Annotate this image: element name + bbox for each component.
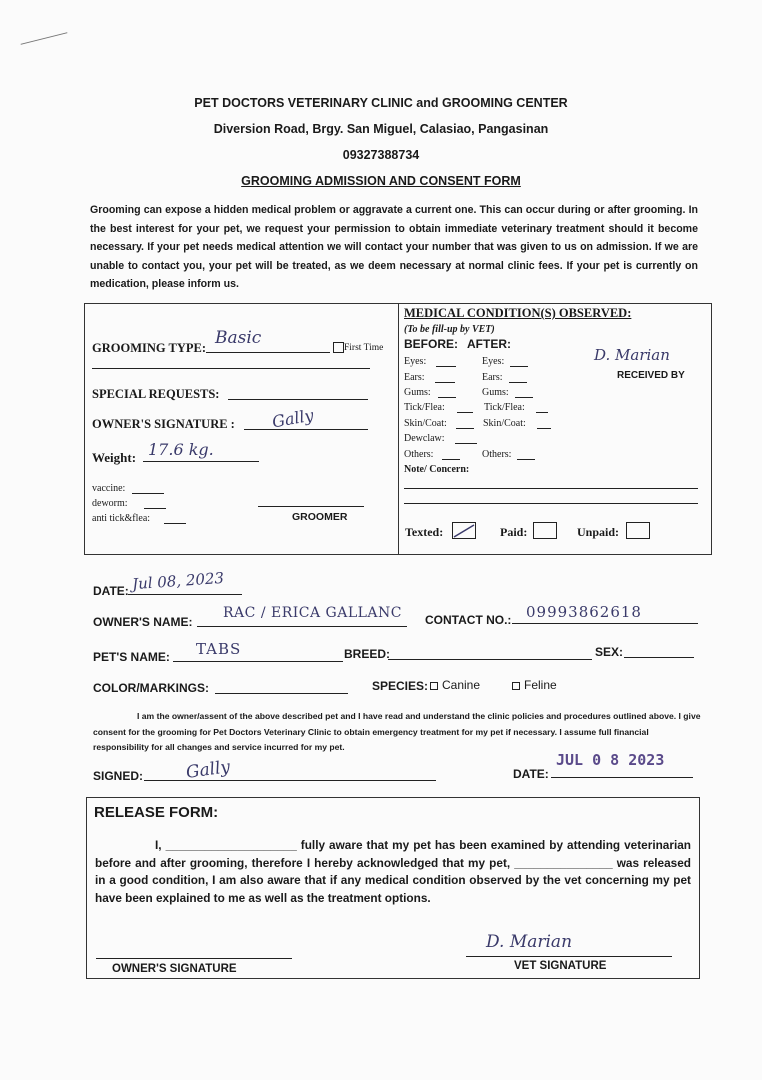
contact-label: CONTACT NO.:	[425, 613, 512, 627]
contact-value[interactable]: 09993862618	[526, 603, 642, 621]
intro-paragraph: Grooming can expose a hidden medical problem or aggravate a current one. This can occur during or after grooming. In the best interest for your pet, we request your permission to obtain immediate veterinary treatment should it become necessary. If your pet needs medical attention we will contact your number that was given to us on admission. If we are unable to contact you, your pet will be treated, as we deem necessary at normal clinic fees. If your pet is currently on medication, please inform us.	[90, 204, 698, 291]
weight-label: Weight:	[92, 450, 137, 465]
owner-name-value[interactable]: RAC / ERICA GALLANC	[223, 605, 403, 621]
texted-label: Texted:	[405, 525, 444, 539]
after-tickflea-line	[536, 412, 548, 413]
weight-line	[143, 461, 259, 462]
after-gums: Gums:	[482, 387, 509, 398]
check-mark-icon	[453, 523, 475, 538]
unpaid-checkbox[interactable]	[626, 522, 650, 539]
medical-subtitle: (To be fill-up by VET)	[404, 324, 495, 335]
consent-date-line	[551, 777, 693, 778]
after-tickflea: Tick/Flea:	[484, 402, 525, 413]
antitick-label: anti tick&flea:	[92, 513, 151, 524]
paid-label: Paid:	[500, 525, 528, 539]
first-time-checkbox[interactable]	[333, 342, 344, 353]
before-others-line	[442, 459, 460, 460]
before-dewclaw-line	[455, 443, 477, 444]
vaccine-line	[132, 493, 164, 494]
owner-name-label: OWNER'S NAME:	[93, 615, 193, 629]
antitick-line	[164, 523, 186, 524]
before-tickflea: Tick/Flea:	[404, 402, 445, 413]
form-title: GROOMING ADMISSION AND CONSENT FORM	[241, 174, 521, 188]
after-eyes: Eyes:	[482, 356, 505, 367]
breed-label: BREED:	[344, 647, 391, 661]
before-dewclaw: Dewclaw:	[404, 433, 445, 444]
before-tickflea-line	[457, 412, 473, 413]
owner-signature-value[interactable]: Gally	[270, 405, 315, 432]
received-by-label: RECEIVED BY	[617, 370, 685, 381]
vet-signature-label: VET SIGNATURE	[514, 960, 607, 972]
feline-label: Feline	[524, 678, 557, 692]
after-skincoat: Skin/Coat:	[483, 418, 526, 429]
date-label: DATE:	[93, 584, 129, 598]
medical-title: MEDICAL CONDITION(S) OBSERVED:	[404, 306, 632, 320]
owner-signature-label: OWNER'S SIGNATURE :	[92, 417, 235, 431]
before-skincoat: Skin/Coat:	[404, 418, 447, 429]
received-by-signature[interactable]: D. Marian	[594, 346, 670, 364]
groomer-line	[258, 506, 364, 507]
before-others: Others:	[404, 449, 434, 460]
date-value[interactable]: Jul 08, 2023	[131, 568, 225, 594]
vet-signature-value[interactable]: D. Marian	[486, 932, 573, 952]
before-gums: Gums:	[404, 387, 431, 398]
unpaid-label: Unpaid:	[577, 525, 620, 539]
before-skincoat-line	[456, 428, 474, 429]
pet-name-value[interactable]: TABS	[196, 640, 242, 658]
species-label: SPECIES:	[372, 679, 429, 693]
owner-signature-line	[244, 429, 368, 430]
after-gums-line	[515, 397, 533, 398]
owner-signature-release-label: OWNER'S SIGNATURE	[112, 963, 237, 975]
breed-line	[388, 659, 592, 660]
vet-signature-line	[466, 956, 672, 957]
clinic-address: Diversion Road, Brgy. San Miguel, Calasiao, Pangasinan	[213, 122, 549, 136]
texted-checkbox[interactable]	[452, 522, 476, 539]
clinic-name: PET DOCTORS VETERINARY CLINIC and GROOMING CENTER	[194, 96, 568, 110]
contact-line	[512, 623, 698, 624]
color-markings-label: COLOR/MARKINGS:	[93, 681, 209, 695]
before-eyes-line	[436, 366, 456, 367]
after-others-line	[517, 459, 535, 460]
date-line	[128, 594, 242, 595]
before-gums-line	[438, 397, 456, 398]
note-concern-label: Note/ Concern:	[404, 464, 470, 475]
after-ears: Ears:	[482, 372, 503, 383]
sex-line	[624, 657, 694, 658]
signed-value[interactable]: Gally	[184, 757, 232, 783]
after-label: AFTER:	[467, 337, 511, 351]
grooming-type-line-2	[92, 368, 370, 369]
special-requests-label: SPECIAL REQUESTS:	[92, 387, 220, 401]
after-skincoat-line	[537, 428, 551, 429]
consent-paragraph: I am the owner/assent of the above described pet and I have read and understand the clinic policies and procedures outlined above. I give consent for the grooming for Pet Doctors Veterinary Clinic to obtain emergency treatment for my pet if necessary. I assume full financial responsibility for all changes and service incurred for my pet.	[93, 711, 701, 752]
deworm-label: deworm:	[92, 498, 128, 509]
signed-line	[144, 780, 436, 781]
feline-checkbox[interactable]	[512, 682, 520, 690]
sex-label: SEX:	[595, 645, 624, 659]
paid-checkbox[interactable]	[533, 522, 557, 539]
after-eyes-line	[510, 366, 528, 367]
pet-name-line	[173, 661, 343, 662]
before-ears-line	[435, 382, 455, 383]
weight-value[interactable]: 17.6 kg.	[148, 440, 214, 459]
grooming-type-line	[206, 352, 330, 353]
color-markings-line	[215, 693, 348, 694]
before-label: BEFORE:	[404, 337, 458, 351]
date-stamp: JUL 0 8 2023	[556, 751, 665, 769]
owner-signature-release-line	[96, 958, 292, 959]
before-eyes: Eyes:	[404, 356, 427, 367]
before-ears: Ears:	[404, 372, 425, 383]
scan-mark	[21, 32, 68, 45]
note-line-1	[404, 488, 698, 489]
special-requests-line	[228, 399, 368, 400]
after-ears-line	[509, 382, 527, 383]
owner-name-line	[197, 626, 407, 627]
after-others: Others:	[482, 449, 512, 460]
first-time-label: First Time	[344, 343, 384, 353]
release-form-title: RELEASE FORM:	[94, 804, 219, 821]
release-paragraph: I, ____________________ fully aware that my pet has been examined by attending veterinarian before and after grooming, therefore I hereby acknowledged that my pet, _______________ was released in a good condition, I am also aware that if any medical condition observed by the vet concerning my pet have been explained to me as well as the treatment options.	[95, 838, 691, 905]
consent-date-label: DATE:	[513, 767, 549, 781]
box-divider	[398, 303, 399, 555]
grooming-type-value[interactable]: Basic	[215, 328, 262, 348]
note-line-2	[404, 503, 698, 504]
groomer-label: GROOMER	[292, 511, 348, 523]
pet-name-label: PET'S NAME:	[93, 650, 170, 664]
canine-checkbox[interactable]	[430, 682, 438, 690]
canine-label: Canine	[442, 678, 481, 692]
clinic-phone: 09327388734	[342, 148, 420, 162]
vaccine-label: vaccine:	[92, 483, 126, 494]
deworm-line	[144, 508, 166, 509]
grooming-type-label: GROOMING TYPE:	[92, 341, 207, 355]
signed-label: SIGNED:	[93, 769, 144, 783]
